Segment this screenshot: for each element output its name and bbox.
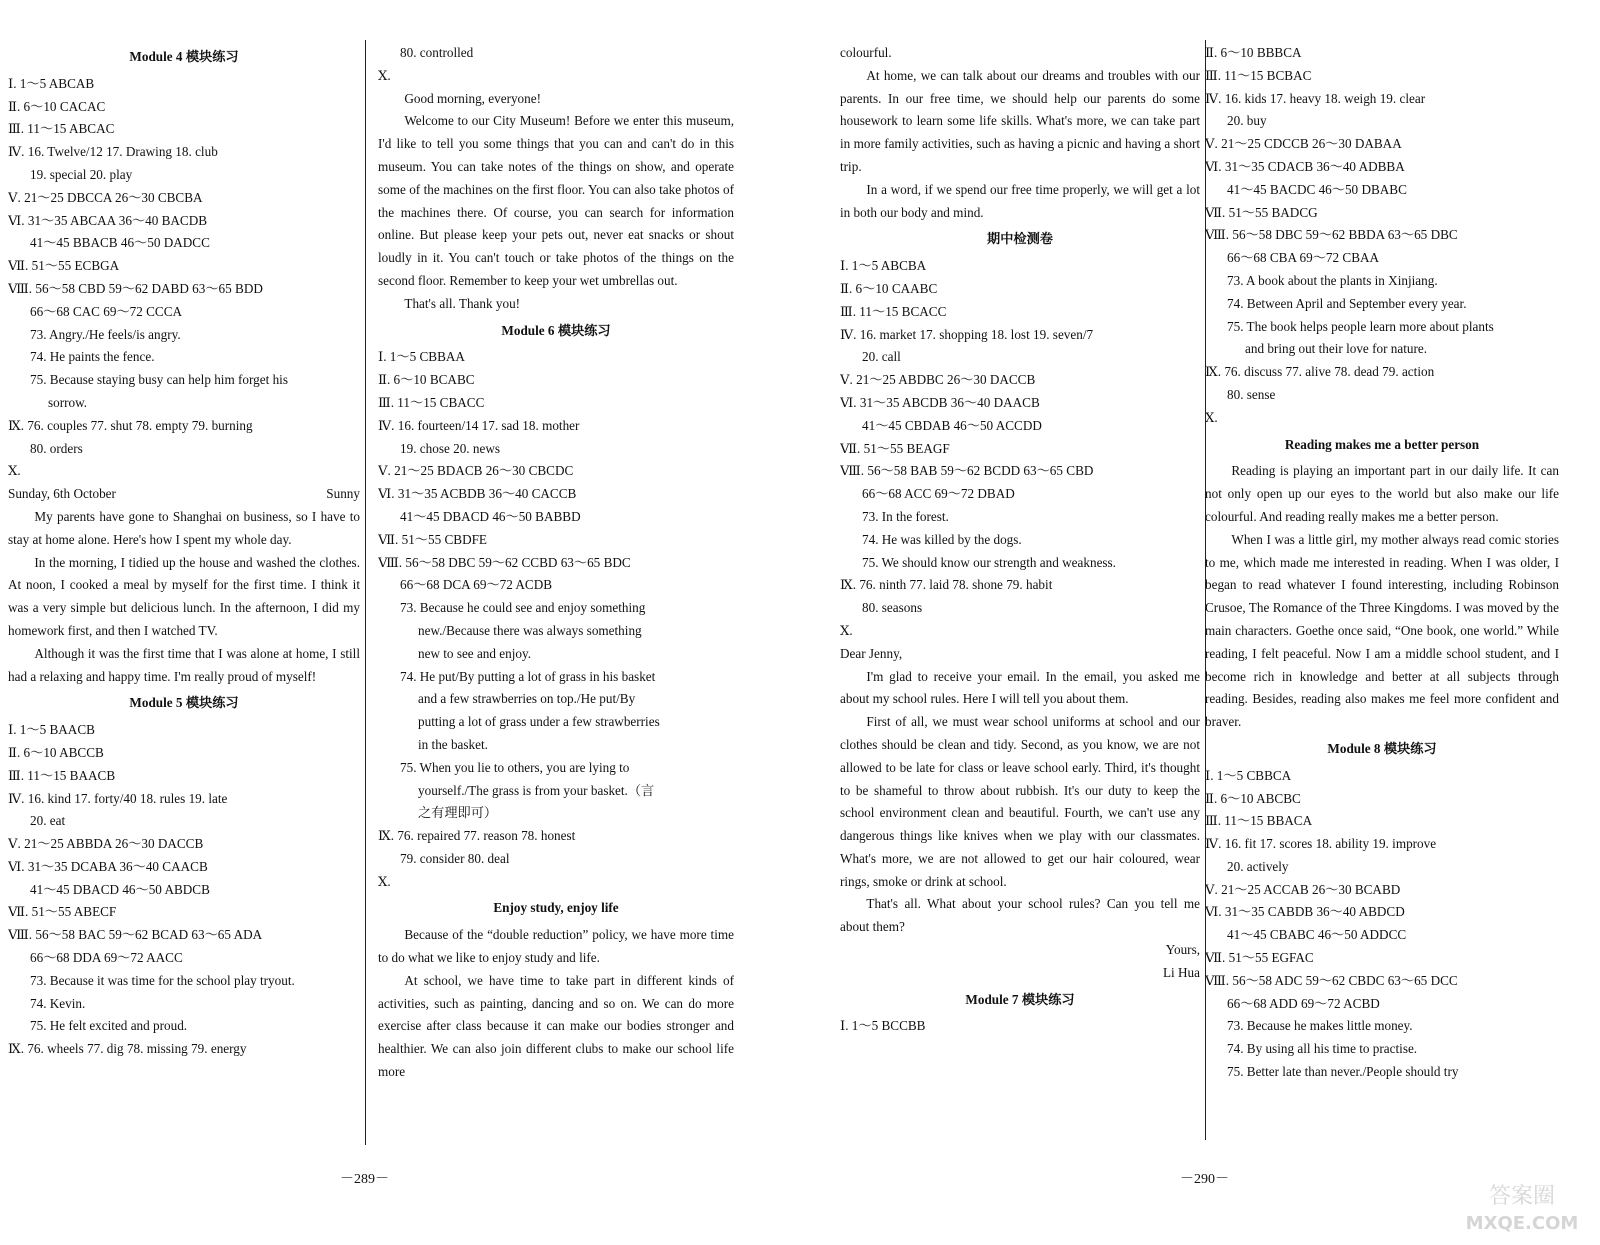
answer-line: Ⅰ. 1～5 BCCBB [840,1018,926,1034]
answer-line: Ⅸ. 76. repaired 77. reason 78. honest [378,828,576,844]
section-heading: 期中检测卷 [987,231,1053,247]
answer-line: 20. actively [1227,858,1289,874]
answer-line: Ⅶ. 51～55 ECBGA [8,258,120,274]
answer-line: 75. When you lie to others, you are lying to [400,759,630,775]
answer-line: Ⅰ. 1～5 CBBCA [1205,767,1292,783]
answer-line: 66～68 ACC 69～72 DBAD [862,486,1015,502]
answer-line: yourself./The grass is from your basket.（言 [418,782,655,798]
answer-line: 80. seasons [862,600,923,616]
right-page [835,0,1600,1245]
essay-paragraph: My parents have gone to Shanghai on business, so I have to stay at home alone. Here's how I spent my whole day. [8,508,360,547]
answer-line: Ⅶ. 51～55 BEAGF [840,440,950,456]
answer-line: Ⅳ. 16. market 17. shopping 18. lost 19. seven/7 [840,326,1094,342]
column-2 [378,42,734,1084]
essay-paragraph: Reading is playing an important part in our daily life. It can not only open up our eyes to the world but also make our life colourful. And reading really makes me a better person. [1205,463,1559,524]
answer-line: 19. chose 20. news [400,440,500,456]
answer-line: 66～68 ADD 69～72 ACBD [1227,995,1380,1011]
answer-line: Ⅹ. [8,463,21,479]
answer-line: Ⅲ. 11～15 CBACC [378,394,485,410]
answer-line: 73. Angry./He feels/is angry. [30,326,181,342]
answer-line: 75. He felt excited and proud. [30,1018,188,1034]
section-heading: Reading makes me a better person [1284,436,1480,452]
answer-line: Ⅷ. 56～58 BAC 59～62 BCAD 63～65 ADA [8,927,263,943]
answer-line: Ⅷ. 56～58 CBD 59～62 DABD 63～65 BDD [8,280,263,296]
answer-line: Ⅶ. 51～55 ABECF [8,904,117,920]
answer-line: 41～45 CBABC 46～50 ADDCC [1227,927,1407,943]
answer-line: Ⅴ. 21～25 CDCCB 26～30 DABAA [1205,136,1402,152]
answer-line: Ⅴ. 21～25 ABDBC 26～30 DACCB [840,372,1036,388]
answer-line: 66～68 DDA 69～72 AACC [30,950,183,966]
answer-line: 74. He put/By putting a lot of grass in his basket [400,668,656,684]
essay-paragraph: Because of the “double reduction” policy, we have more time to do what we like to enjoy study and life. [378,927,734,966]
answer-line: 66～68 CAC 69～72 CCCA [30,303,183,319]
answer-line: Ⅸ. 76. wheels 77. dig 78. missing 79. energy [8,1041,247,1057]
answer-line: 75. Better late than never./People should try [1227,1064,1459,1080]
answer-line: 19. special 20. play [30,166,133,182]
answer-line: 75. We should know our strength and weakness. [862,554,1116,570]
watermark-logo [1452,1175,1592,1237]
essay-paragraph: In the morning, I tidied up the house and washed the clothes. At noon, I cooked a meal by myself for the first time. I think it was a very simple but delicious lunch. In the afternoon, I did my homework first, and then I watched TV. [8,554,360,638]
answer-line: Ⅲ. 11～15 BCBAC [1205,67,1312,83]
answer-line: 74. By using all his time to practise. [1227,1041,1418,1057]
answer-line: 41～45 BBACB 46～50 DADCC [30,235,210,251]
answer-line: 20. eat [30,813,66,829]
essay-paragraph: Welcome to our City Museum! Before we enter this museum, I'd like to tell you some things that you can and can't do in this museum. You can take notes of the things on show, and operate some of the machines on the first floor. You can also take photos of the machines there. Of course, you can search for information online. But please keep your pets out, never eat snacks or shout loudly in it. You can't touch or take photos of the things on the second floor. Remember to keep your wet umbrellas out. [378,113,734,288]
answer-line: Ⅰ. 1～5 BAACB [8,722,95,738]
answer-line: Ⅵ. 31～35 CABDB 36～40 ABDCD [1205,904,1405,920]
answer-line: Ⅳ. 16. fourteen/14 17. sad 18. mother [378,417,580,433]
essay-paragraph: Although it was the first time that I was alone at home, I still had a relaxing and happy time. I'm really proud of myself! [8,645,360,684]
watermark-line1: 答案圈 [1488,1184,1556,1209]
essay-paragraph: At home, we can talk about our dreams and troubles with our parents. In our free time, we should help our parents do some housework to learn some life skills. What's more, we can take part in more family activities, such as having a picnic and having a short trip. [840,67,1200,174]
answer-line: Ⅷ. 56～58 DBC 59～62 CCBD 63～65 BDC [378,554,631,570]
answer-line: Ⅶ. 51～55 EGFAC [1205,950,1314,966]
answer-line: Ⅳ. 16. kids 17. heavy 18. weigh 19. clear [1205,90,1426,106]
essay-paragraph: In a word, if we spend our free time properly, we will get a lot in both our body and mind. [840,181,1200,220]
answer-line: Ⅹ. [840,622,853,638]
diary-header [8,483,360,506]
answer-line: Ⅱ. 6～10 ABCCB [8,744,104,760]
answer-line: 41～45 BACDC 46～50 DBABC [1227,181,1407,197]
answer-line: Ⅰ. 1～5 ABCBA [840,258,927,274]
answer-line: Ⅹ. [378,67,391,83]
answer-line: Ⅷ. 56～58 BAB 59～62 BCDD 63～65 CBD [840,463,1094,479]
answer-line: Ⅵ. 31～35 ABCAA 36～40 BACDB [8,212,208,228]
answer-line: 73. A book about the plants in Xinjiang. [1227,272,1438,288]
answer-line: Ⅲ. 11～15 ABCAC [8,121,115,137]
section-heading: Module 4 模块练习 [129,49,239,64]
answer-line: 75. The book helps people learn more about plants [1227,318,1494,334]
answer-line: Ⅲ. 11～15 BBACA [1205,813,1313,829]
answer-line: Ⅳ. 16. Twelve/12 17. Drawing 18. club [8,144,218,160]
diary-date: Sunday, 6th October [8,486,116,502]
answer-line: Ⅳ. 16. fit 17. scores 18. ability 19. improve [1205,836,1437,852]
answer-line: 66～68 DCA 69～72 ACDB [400,577,553,593]
answer-line: Ⅴ. 21～25 BDACB 26～30 CBCDC [378,463,574,479]
column-4 [1205,42,1559,1084]
answer-line: in the basket. [418,736,488,752]
section-heading: Module 5 模块练习 [129,695,239,711]
answer-line: new to see and enjoy. [418,645,532,661]
essay-paragraph: First of all, we must wear school uniforms at school and our clothes should be clean and tidy. Second, as you know, we are not allowed to be late for class or leave school early. Third, it's thought to be shameful to throw about rubbish. It's our duty to keep the school environment clean and beautiful. Fourth, we can't use any dangerous things like knives when we play with our classmates. What's more, we are not allowed to get our hair coloured, wear rings, smoke or drink at school. [840,714,1200,889]
answer-line: Ⅱ. 6～10 BBBCA [1205,45,1302,60]
column-divider [365,40,366,1145]
signature-line: Yours, [1165,942,1200,958]
answer-line: 80. orders [30,440,83,456]
answer-line: Ⅴ. 21～25 ACCAB 26～30 BCABD [1205,881,1401,897]
answer-line: and a few strawberries on top./He put/By [418,691,636,707]
answer-line: 73. In the forest. [862,508,949,524]
answer-line: 41～45 DBACD 46～50 BABBD [400,508,581,524]
signature-line: Li Hua [1163,964,1200,980]
page-number: －289－ [340,1172,389,1187]
section-heading: Module 8 模块练习 [1327,740,1437,756]
essay-paragraph: That's all. Thank you! [404,295,521,311]
answer-line: 20. call [862,349,901,365]
answer-line: Ⅷ. 56～58 ADC 59～62 CBDC 63～65 DCC [1205,972,1458,988]
answer-line: 74. Between April and September every year. [1227,295,1467,311]
answer-line: putting a lot of grass under a few strawberries [418,714,660,730]
answer-line: Ⅴ. 21～25 ABBDA 26～30 DACCB [8,836,204,852]
answer-line: Ⅰ. 1～5 ABCAB [8,75,95,91]
answer-line: Ⅵ. 31～35 DCABA 36～40 CAACB [8,858,208,874]
answer-line: Ⅵ. 31～35 CDACB 36～40 ADBBA [1205,158,1405,174]
answer-line: 66～68 CBA 69～72 CBAA [1227,250,1380,266]
answer-line: 74. Kevin. [30,995,86,1011]
answer-line: 73. Because it was time for the school play tryout. [30,972,295,988]
answer-line: Ⅰ. 1～5 CBBAA [378,349,465,365]
answer-line: Ⅸ. 76. ninth 77. laid 78. shone 79. habit [840,577,1053,593]
section-heading: Module 7 模块练习 [965,991,1075,1007]
section-heading: Enjoy study, enjoy life [493,900,619,916]
answer-line: Ⅶ. 51～55 BADCG [1205,204,1318,220]
answer-line: 之有理即可） [418,805,498,821]
answer-line: Ⅱ. 6～10 BCABC [378,372,475,388]
column-1 [8,42,360,1061]
answer-line: Ⅱ. 6～10 CACAC [8,98,106,114]
answer-line: 41～45 DBACD 46～50 ABDCB [30,881,210,897]
answer-line: 75. Because staying busy can help him forget his [30,372,288,388]
answer-line: 74. He was killed by the dogs. [862,531,1022,547]
essay-paragraph: I'm glad to receive your email. In the email, you asked me about my school rules. Here I will tell you about them. [840,668,1200,707]
answer-line: Ⅲ. 11～15 BCACC [840,303,947,319]
answer-line: 73. Because he makes little money. [1227,1018,1413,1034]
answer-line: 80. controlled [400,45,474,60]
answer-line: Ⅱ. 6～10 ABCBC [1205,790,1301,806]
answer-line: 80. sense [1227,386,1276,402]
answer-line: Ⅷ. 56～58 DBC 59～62 BBDA 63～65 DBC [1205,227,1458,243]
essay-paragraph: Good morning, everyone! [404,90,541,106]
answer-line: Ⅳ. 16. kind 17. forty/40 18. rules 19. late [8,790,228,806]
answer-line: Ⅹ. [378,873,391,889]
answer-line: 74. He paints the fence. [30,349,155,365]
answer-line: colourful. [840,45,892,60]
answer-line: 73. Because he could see and enjoy something [400,600,646,616]
watermark-line2: MXQE.COM [1465,1213,1579,1234]
essay-paragraph: When I was a little girl, my mother always read comic stories to me, which made me interested in reading. When I was older, I began to read whatever I found interesting, including Robinson Crusoe, The Romance of the Three Kingdoms. I was moved by the main characters. Goethe once said, “One book, one world.” While reading, I felt peaceful. Now I am a middle school student, and I become rich in knowledge and better at all subjects through reading. Besides, reading also makes me feel more confident and braver. [1205,531,1559,730]
answer-line: 20. buy [1227,113,1267,129]
column-3 [840,42,1200,1038]
answer-line: Ⅵ. 31～35 ACBDB 36～40 CACCB [378,486,577,502]
section-heading: Module 6 模块练习 [501,322,611,338]
answer-line: 41～45 CBDAB 46～50 ACCDD [862,417,1042,433]
diary-weather: Sunny [326,486,360,502]
answer-line: Ⅸ. 76. discuss 77. alive 78. dead 79. action [1205,364,1435,380]
page-number: －290－ [1180,1172,1229,1187]
answer-line: Ⅴ. 21～25 DBCCA 26～30 CBCBA [8,189,203,205]
essay-paragraph: That's all. What about your school rules? Can you tell me about them? [840,896,1200,935]
answer-line: Dear Jenny, [840,645,903,661]
answer-line: Ⅱ. 6～10 CAABC [840,280,938,296]
answer-line: Ⅵ. 31～35 ABCDB 36～40 DAACB [840,394,1040,410]
answer-line: Ⅸ. 76. couples 77. shut 78. empty 79. burning [8,417,253,433]
essay-paragraph: At school, we have time to take part in different kinds of activities, such as painting, dancing and so on. We can do more exercise after class because it can make our bodies stronger and healthier. We can also join different clubs to make our school life more [378,972,734,1080]
answer-line: new./Because there was always something [418,622,642,638]
answer-line: 79. consider 80. deal [400,850,510,866]
answer-line: Ⅲ. 11～15 BAACB [8,767,116,783]
answer-line: and bring out their love for nature. [1245,341,1428,357]
answer-line: Ⅶ. 51～55 CBDFE [378,531,487,547]
answer-line: Ⅹ. [1205,409,1218,425]
answer-line: sorrow. [48,394,88,410]
